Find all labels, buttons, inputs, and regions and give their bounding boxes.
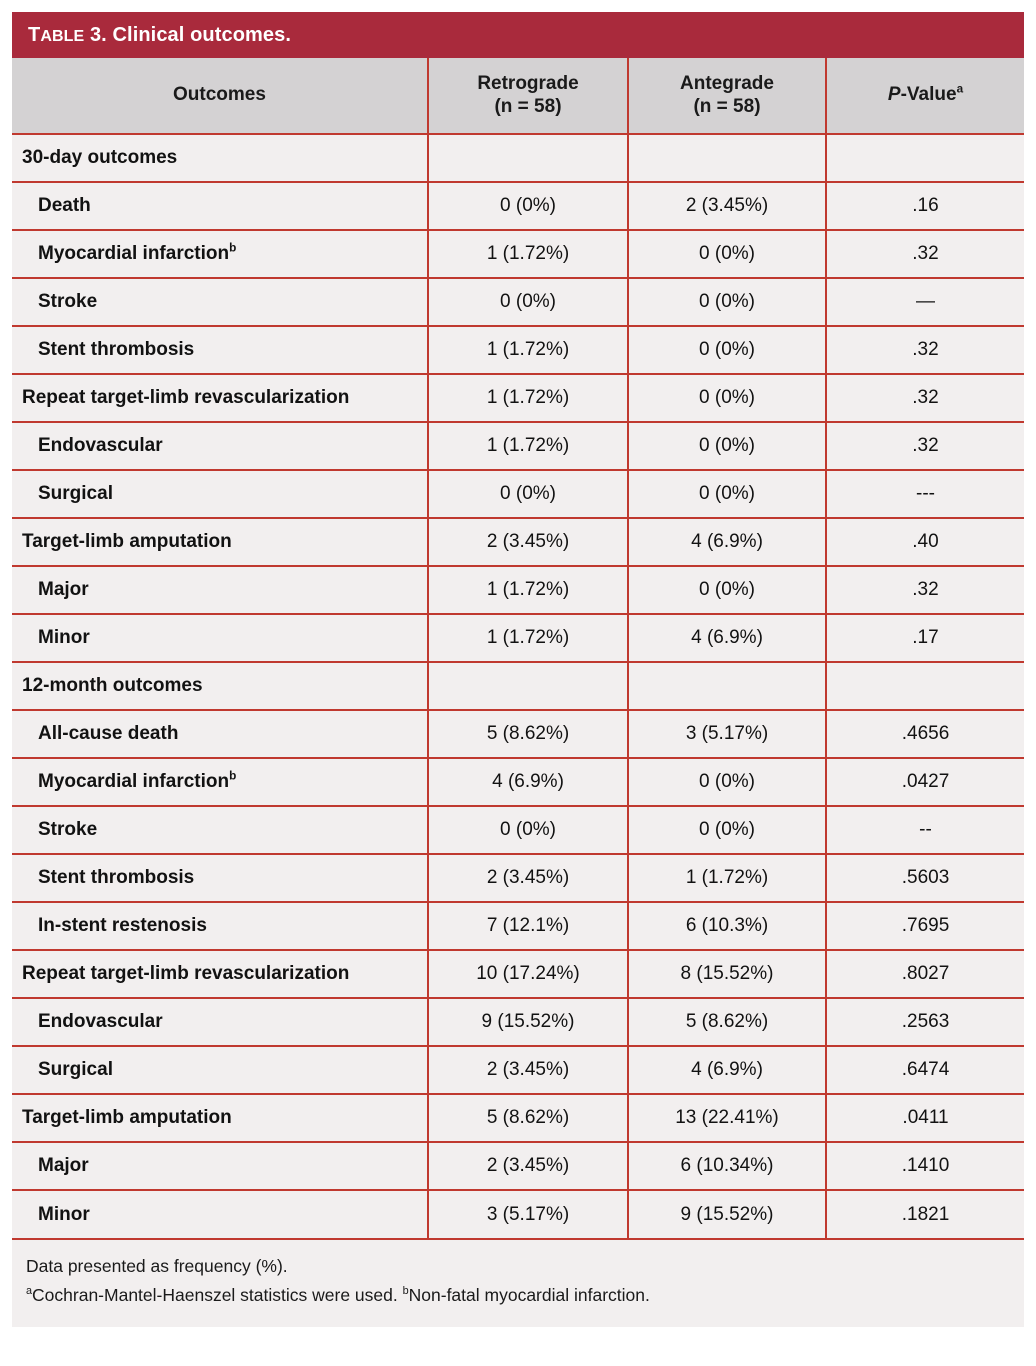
- cell-antegrade: 0 (0%): [628, 278, 826, 326]
- row-label-text: Repeat target-limb revascularization: [22, 963, 350, 984]
- column-header-outcomes-label: Outcomes: [173, 84, 266, 106]
- cell-pvalue: .1821: [826, 1190, 1024, 1238]
- row-label: [12, 758, 428, 806]
- cell-antegrade: 9 (15.52%): [628, 1190, 826, 1238]
- row-label-text: All-cause death: [38, 723, 179, 744]
- cell-pvalue: [826, 134, 1024, 182]
- cell-retrograde: 3 (5.17%): [428, 1190, 628, 1238]
- row-label: [12, 806, 428, 854]
- row-label-text: Stent thrombosis: [38, 867, 195, 888]
- table-row: [12, 902, 1024, 950]
- cell-antegrade: 5 (8.62%): [628, 998, 826, 1046]
- cell-retrograde: 1 (1.72%): [428, 614, 628, 662]
- row-label-text: Endovascular: [38, 435, 163, 456]
- row-label: [12, 230, 428, 278]
- column-header-antegrade-name: Antegrade: [680, 73, 774, 95]
- table-title-smallcaps: ABLE: [40, 27, 85, 45]
- cell-antegrade: 0 (0%): [628, 230, 826, 278]
- column-header-pvalue: [826, 58, 1024, 134]
- footnote-marker-b: b: [402, 1285, 409, 1298]
- cell-retrograde: 1 (1.72%): [428, 374, 628, 422]
- column-header-antegrade-count: (n = 58): [693, 95, 761, 117]
- row-label-text: Myocardial infarction: [38, 771, 230, 792]
- table-row: [12, 566, 1024, 614]
- row-label: [12, 950, 428, 998]
- cell-pvalue: .32: [826, 326, 1024, 374]
- table-title-lead: T: [28, 23, 41, 46]
- cell-antegrade: [628, 134, 826, 182]
- row-label: [12, 134, 428, 182]
- table-title: [28, 24, 291, 47]
- row-label-text: Surgical: [38, 1059, 113, 1080]
- row-label-text: Stent thrombosis: [38, 339, 195, 360]
- cell-antegrade: 0 (0%): [628, 566, 826, 614]
- cell-retrograde: 1 (1.72%): [428, 326, 628, 374]
- table-row: [12, 230, 1024, 278]
- row-label: [12, 566, 428, 614]
- cell-pvalue: .5603: [826, 854, 1024, 902]
- cell-pvalue: [826, 662, 1024, 710]
- cell-pvalue: .16: [826, 182, 1024, 230]
- cell-pvalue: .8027: [826, 950, 1024, 998]
- row-label-text: Endovascular: [38, 1011, 163, 1032]
- table-row: [12, 614, 1024, 662]
- cell-pvalue: .2563: [826, 998, 1024, 1046]
- row-label: [12, 374, 428, 422]
- cell-retrograde: [428, 134, 628, 182]
- table-row: [12, 950, 1024, 998]
- row-label-text: Minor: [38, 627, 90, 648]
- cell-antegrade: 3 (5.17%): [628, 710, 826, 758]
- row-label-text: Target-limb amputation: [22, 531, 232, 552]
- cell-retrograde: [428, 662, 628, 710]
- table-row: [12, 1142, 1024, 1190]
- cell-retrograde: 2 (3.45%): [428, 518, 628, 566]
- row-label: [12, 854, 428, 902]
- footnote-text-b: Non-fatal myocardial infarction.: [408, 1285, 650, 1306]
- cell-pvalue: ---: [826, 470, 1024, 518]
- row-label: [12, 998, 428, 1046]
- footnote-text-a: Cochran-Mantel-Haenszel statistics were used.: [32, 1285, 403, 1306]
- row-label: [12, 182, 428, 230]
- cell-pvalue: .6474: [826, 1046, 1024, 1094]
- cell-pvalue: .1410: [826, 1142, 1024, 1190]
- table-row: [12, 998, 1024, 1046]
- row-label-text: Stroke: [38, 291, 98, 312]
- cell-antegrade: 8 (15.52%): [628, 950, 826, 998]
- table-row: [12, 470, 1024, 518]
- row-label-text: 30-day outcomes: [22, 147, 178, 168]
- cell-retrograde: 0 (0%): [428, 278, 628, 326]
- cell-antegrade: 4 (6.9%): [628, 518, 826, 566]
- table-row: [12, 662, 1024, 710]
- table-row: [12, 854, 1024, 902]
- row-label: [12, 1142, 428, 1190]
- row-label-footnote-marker: b: [229, 769, 237, 783]
- column-header-pvalue-footnote-marker: a: [956, 82, 964, 96]
- table-body: [12, 134, 1024, 1238]
- cell-antegrade: 4 (6.9%): [628, 614, 826, 662]
- column-header-pvalue-rest: -Value: [900, 84, 957, 106]
- cell-pvalue: .0427: [826, 758, 1024, 806]
- table-title-bar: [12, 12, 1024, 58]
- table-row: [12, 1190, 1024, 1238]
- table-container: [12, 12, 1024, 1327]
- row-label-text: Repeat target-limb revascularization: [22, 387, 350, 408]
- cell-retrograde: 5 (8.62%): [428, 1094, 628, 1142]
- table-row: [12, 278, 1024, 326]
- cell-pvalue: --: [826, 806, 1024, 854]
- column-header-retrograde-name: Retrograde: [477, 73, 579, 95]
- table-row: [12, 758, 1024, 806]
- cell-antegrade: 1 (1.72%): [628, 854, 826, 902]
- column-header-pvalue-p: P: [887, 84, 901, 106]
- row-label: [12, 902, 428, 950]
- cell-retrograde: 4 (6.9%): [428, 758, 628, 806]
- header-row: [12, 58, 1024, 134]
- cell-retrograde: 5 (8.62%): [428, 710, 628, 758]
- row-label: [12, 1094, 428, 1142]
- row-label-text: Surgical: [38, 483, 113, 504]
- cell-retrograde: 7 (12.1%): [428, 902, 628, 950]
- row-label: [12, 326, 428, 374]
- table-row: [12, 806, 1024, 854]
- row-label-text: In-stent restenosis: [38, 915, 207, 936]
- cell-pvalue: .4656: [826, 710, 1024, 758]
- row-label-text: Myocardial infarction: [38, 243, 230, 264]
- cell-antegrade: 0 (0%): [628, 470, 826, 518]
- cell-antegrade: 6 (10.34%): [628, 1142, 826, 1190]
- column-header-outcomes: [12, 58, 428, 134]
- cell-pvalue: .0411: [826, 1094, 1024, 1142]
- row-label: [12, 470, 428, 518]
- row-label-text: Major: [38, 1155, 89, 1176]
- cell-retrograde: 10 (17.24%): [428, 950, 628, 998]
- row-label-text: Target-limb amputation: [22, 1107, 232, 1128]
- cell-antegrade: 2 (3.45%): [628, 182, 826, 230]
- cell-retrograde: 0 (0%): [428, 806, 628, 854]
- table-footnotes: [12, 1238, 1024, 1327]
- cell-retrograde: 1 (1.72%): [428, 566, 628, 614]
- cell-antegrade: 0 (0%): [628, 326, 826, 374]
- cell-retrograde: 0 (0%): [428, 470, 628, 518]
- table-row: [12, 374, 1024, 422]
- column-header-antegrade: [628, 58, 826, 134]
- table-row: [12, 710, 1024, 758]
- table-row: [12, 182, 1024, 230]
- cell-retrograde: 2 (3.45%): [428, 854, 628, 902]
- clinical-outcomes-table: [12, 58, 1024, 1238]
- table-title-rest: 3. Clinical outcomes.: [84, 23, 291, 46]
- row-label: [12, 662, 428, 710]
- cell-pvalue: .40: [826, 518, 1024, 566]
- cell-antegrade: 0 (0%): [628, 758, 826, 806]
- row-label: [12, 278, 428, 326]
- row-label: [12, 614, 428, 662]
- table-header: [12, 58, 1024, 134]
- footnote-marker-a: a: [26, 1285, 33, 1298]
- row-label-footnote-marker: b: [229, 241, 237, 255]
- cell-antegrade: 0 (0%): [628, 422, 826, 470]
- cell-pvalue: .17: [826, 614, 1024, 662]
- cell-antegrade: 0 (0%): [628, 374, 826, 422]
- row-label: [12, 1046, 428, 1094]
- row-label: [12, 422, 428, 470]
- row-label-text: Minor: [38, 1203, 90, 1225]
- cell-retrograde: 1 (1.72%): [428, 422, 628, 470]
- cell-pvalue: .32: [826, 374, 1024, 422]
- cell-retrograde: 9 (15.52%): [428, 998, 628, 1046]
- cell-pvalue: .32: [826, 422, 1024, 470]
- row-label-text: Death: [38, 195, 91, 216]
- table-row: [12, 134, 1024, 182]
- cell-retrograde: 0 (0%): [428, 182, 628, 230]
- cell-pvalue: .32: [826, 230, 1024, 278]
- table-row: [12, 1094, 1024, 1142]
- cell-antegrade: 6 (10.3%): [628, 902, 826, 950]
- cell-antegrade: [628, 662, 826, 710]
- row-label: [12, 518, 428, 566]
- column-header-retrograde-count: (n = 58): [494, 95, 562, 117]
- column-header-retrograde: [428, 58, 628, 134]
- cell-retrograde: 2 (3.45%): [428, 1046, 628, 1094]
- cell-pvalue: —: [826, 278, 1024, 326]
- cell-antegrade: 13 (22.41%): [628, 1094, 826, 1142]
- footnote-line-2: [26, 1283, 1010, 1308]
- table-row: [12, 326, 1024, 374]
- row-label: [12, 1190, 428, 1238]
- row-label-text: Stroke: [38, 819, 98, 840]
- cell-antegrade: 0 (0%): [628, 806, 826, 854]
- cell-pvalue: .7695: [826, 902, 1024, 950]
- cell-pvalue: .32: [826, 566, 1024, 614]
- footnote-line-1: Data presented as frequency (%).: [26, 1256, 288, 1276]
- cell-retrograde: 1 (1.72%): [428, 230, 628, 278]
- cell-retrograde: 2 (3.45%): [428, 1142, 628, 1190]
- table-row: [12, 1046, 1024, 1094]
- row-label: [12, 710, 428, 758]
- table-row: [12, 422, 1024, 470]
- row-label-text: Major: [38, 579, 89, 600]
- table-row: [12, 518, 1024, 566]
- row-label-text: 12-month outcomes: [22, 675, 203, 696]
- cell-antegrade: 4 (6.9%): [628, 1046, 826, 1094]
